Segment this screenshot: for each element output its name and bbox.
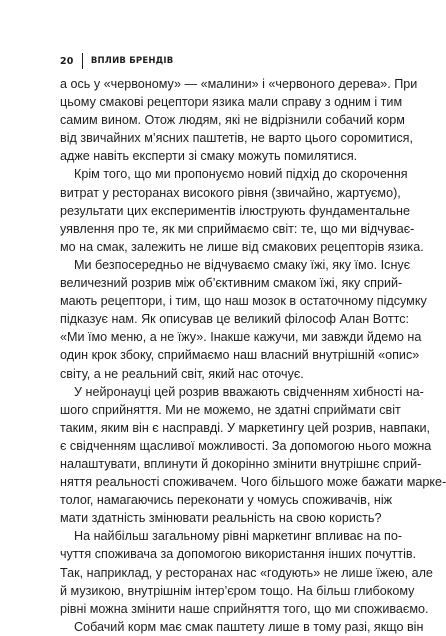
text-line: уявлення про те, як ми сприймаємо світ: те, що ми відчуває- [60, 221, 415, 236]
text-line: самим вином. Отож людям, які не відрізнили собачий корм [60, 113, 405, 128]
text-line: підказує нам. Як описував це великий філософ Алан Воттс: [60, 312, 410, 327]
text-line: У нейронауці цей розрив вважають свідченням хибності на- [74, 384, 424, 399]
text-line: адже навіть експерти зі смаку можуть помилятися. [60, 149, 358, 164]
text-line: мати здатність змінювати реальність на свою користь? [60, 511, 382, 526]
text-line: цьому смакові рецептори язика мали справу з одним і тим [60, 95, 403, 110]
text-line: від звичайних м’ясних паштетів, не варто цього соромитися, [60, 131, 413, 146]
text-line: няття реальності споживачем. Чого більшого може бажати марке- [60, 475, 446, 490]
text-line: Собачий корм має смак паштету лише в тому разі, якщо він [74, 619, 424, 634]
text-line: налаштувати, вплинути й докорінно змінити внутрішнє сприй- [60, 456, 422, 471]
body-text [60, 75, 446, 636]
text-line: величезний розрив між об’єктивним смаком їжі, яку сприй- [60, 276, 403, 291]
text-line: Ми безпосередньо не відчуваємо смаку їжі, яку їмо. Існує [74, 257, 411, 272]
text-line: а ось у «червоному» — «малини» і «червоного дерева». При [60, 77, 418, 91]
text-line: Так, наприклад, у ресторанах нас «годують» не лише їжею, але [60, 565, 433, 580]
text-line: витрат у ресторанах високого рівня (звичайно, жартуємо), [60, 185, 401, 200]
book-title: ВПЛИВ БРЕНДІВ [90, 56, 174, 66]
text-line: один крок збоку, сприймаємо наш власний внутрішній «опис» [60, 348, 420, 363]
header-divider [82, 53, 83, 69]
text-line: толог, намагаючись переконати у чомусь споживачів, ніж [60, 493, 393, 508]
running-header [60, 52, 173, 70]
page-number: 20 [60, 55, 74, 67]
text-line: чуття споживача за допомогою використання інших почуттів. [60, 547, 417, 562]
text-line: таким, яким він є насправді. У маркетингу цей розрив, навпаки, [60, 420, 431, 435]
text-line: На найбільш загальному рівні маркетинг впливає на по- [74, 529, 403, 544]
text-line: шого сприйняття. Ми не можемо, не здатні сприймати світ [60, 402, 401, 417]
text-line: результати цих експериментів ілюструють фундаментальне [60, 203, 410, 218]
text-line: мають рецептори, і тим, що наш мозок в остаточному підсумку [60, 294, 427, 309]
text-line: «Ми їмо меню, а не їжу». Інакше кажучи, ми завжди йдемо на [60, 330, 422, 345]
text-line: є свідченням щасливої можливості. За допомогою нього можна [60, 438, 432, 453]
text-line: Крім того, що ми пропонуємо новий підхід до скорочення [74, 167, 408, 182]
text-line: рівні можна змінити наше сприйняття того, що ми споживаємо. [60, 601, 429, 616]
text-line: й музикою, внутрішнім інтер’єром тощо. На більш глибокому [60, 583, 415, 598]
text-line: мо на смак, залежить не лише від смакових рецепторів язика. [60, 239, 424, 254]
text-line: світу, а не реальний світ, який нас оточує. [60, 366, 304, 381]
